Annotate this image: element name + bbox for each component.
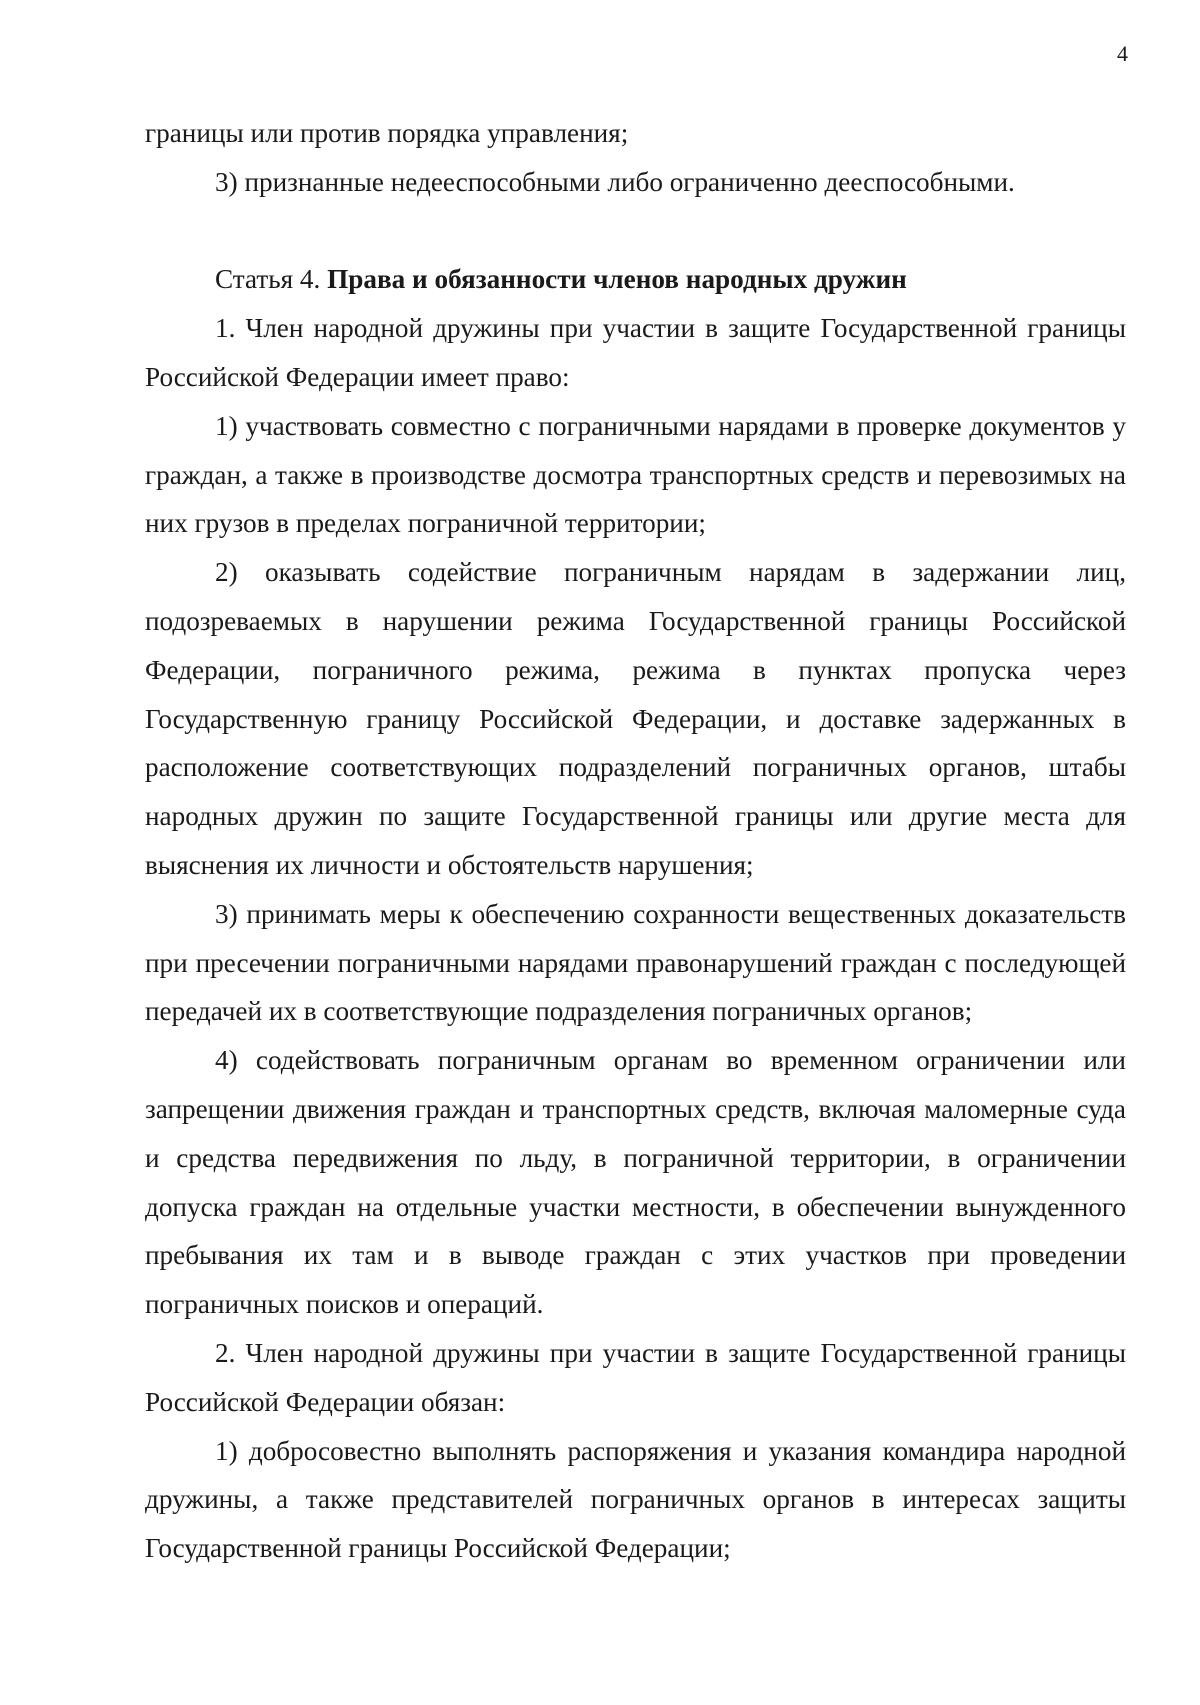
list-item-right-2: 2) оказывать содействие пограничным нарядам в задержании лиц, подозреваемых в нарушении режима Государственной границы Российской Федерации, пограничного режима, режима в пунктах пропуска через Государственную границу Российской Федерации, и доставке задержанных в расположение соответствующих подразделений пограничных органов, штабы народных дружин по защите Государственной границы или другие места для выяснения их личности и обстоятельств нарушения;	[145, 557, 1126, 880]
document-body	[145, 109, 1126, 1573]
clause-2-duties: 2. Член народной дружины при участии в защите Государственной границы Российской Федерации обязан:	[145, 1337, 1126, 1417]
list-item-duty-1: 1) добросовестно выполнять распоряжения и указания командира народной дружины, а также представителей пограничных органов в интересах защиты Государственной границы Российской Федерации;	[145, 1435, 1126, 1564]
list-item-3-incapacity: 3) признанные недееспособными либо ограниченно дееспособными.	[215, 166, 1015, 197]
list-item-right-4: 4) содействовать пограничным органам во временном ограничении или запрещении движения граждан и транспортных средств, включая маломерные суда и средства передвижения по льду, в пограничной территории, в ограничении допуска граждан на отдельные участки местности, в обеспечении вынужденного пребывания их там и в выводе граждан с этих участков при проведении пограничных поисков и операций.	[145, 1045, 1126, 1320]
paragraph-continuation: границы или против порядка управления;	[145, 118, 629, 148]
article-heading	[145, 255, 1126, 304]
article-heading-prefix: Статья 4.	[215, 264, 328, 295]
list-item-right-1: 1) участвовать совместно с пограничными нарядами в проверке документов у граждан, а также в производстве досмотра транспортных средств и перевозимых на них грузов в пределах пограничной территории;	[145, 410, 1126, 539]
clause-1-rights: 1. Член народной дружины при участии в защите Государственной границы Российской Федерации имеет право:	[145, 313, 1126, 392]
list-item-right-3: 3) принимать меры к обеспечению сохранности вещественных доказательств при пресечении пограничными нарядами правонарушений граждан с последующей передачей их в соответствующие подразделения пограничных органов;	[145, 898, 1126, 1027]
article-heading-title: Права и обязанности членов народных дружин	[327, 264, 907, 295]
page-number: 4	[1117, 41, 1128, 66]
